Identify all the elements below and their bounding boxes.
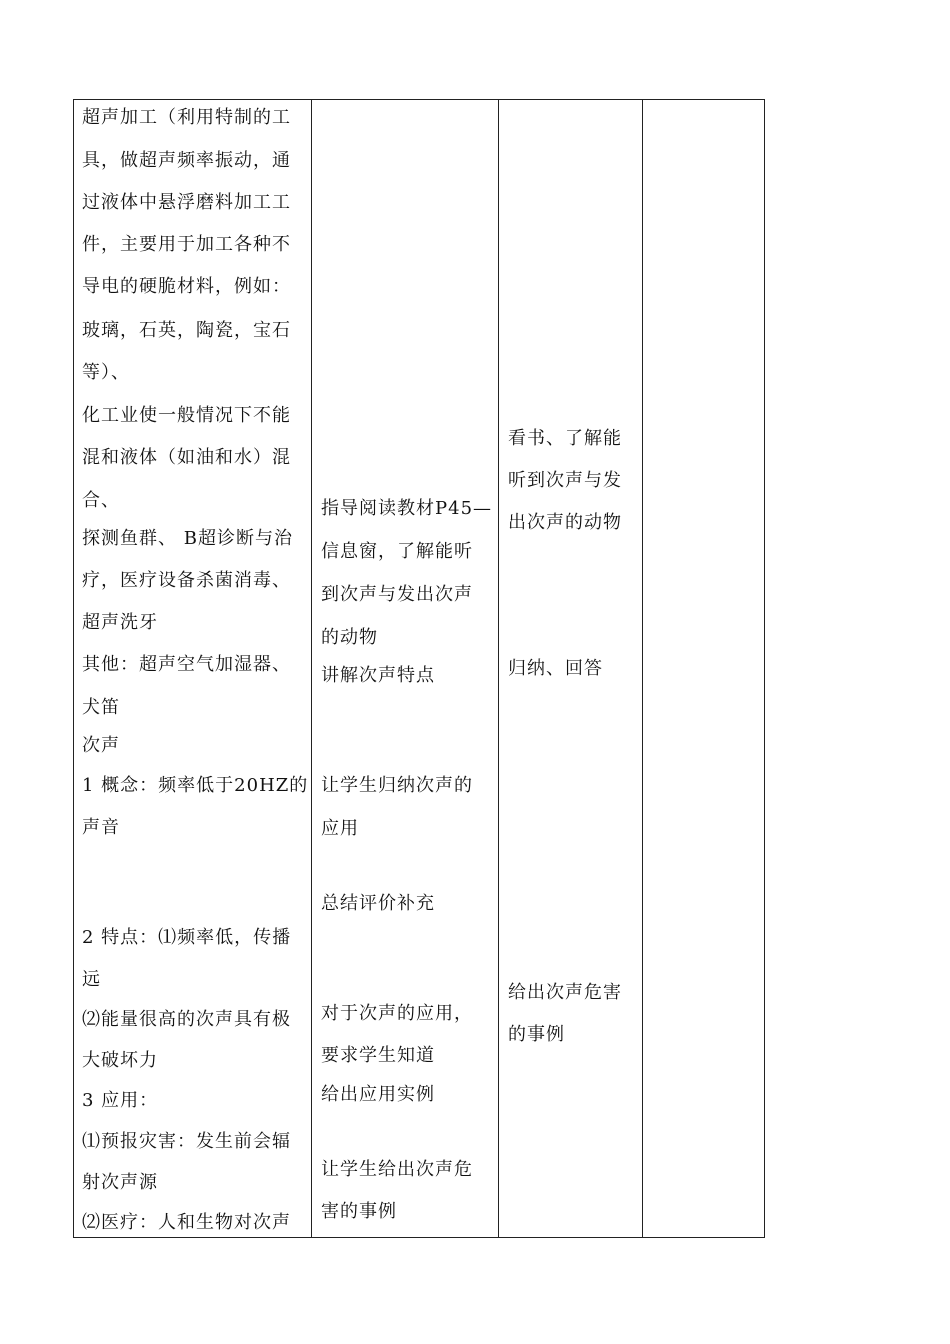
teacher-line: 到次声与发出次声 — [321, 584, 473, 605]
content-line: 超声加工（利用特制的工 — [82, 107, 291, 128]
content-line: 件，主要用于加工各种不 — [82, 234, 291, 255]
content-line: 2 特点：⑴频率低，传播 — [82, 927, 292, 948]
teacher-line: 对于次声的应用， — [321, 1003, 473, 1024]
content-line: 超声洗牙 — [82, 612, 158, 633]
student-line: 听到次声与发 — [508, 470, 622, 491]
content-line: 远 — [82, 969, 101, 990]
content-line: 探测鱼群、 B超诊断与治 — [82, 528, 293, 549]
content-line: 犬笛 — [82, 697, 120, 718]
content-line: 化工业使一般情况下不能 — [82, 405, 291, 426]
student-line: 归纳、回答 — [508, 658, 603, 679]
teacher-line: 的动物 — [321, 627, 378, 648]
teacher-line: 应用 — [321, 818, 359, 839]
content-line: 射次声源 — [82, 1172, 158, 1193]
teacher-line: 害的事例 — [321, 1201, 397, 1222]
content-line: ⑴预报灾害：发生前会辐 — [82, 1131, 291, 1152]
content-line: 混和液体（如油和水）混 — [82, 447, 291, 468]
teacher-line: 讲解次声特点 — [321, 665, 435, 686]
content-line: 大破坏力 — [82, 1050, 158, 1071]
content-line: 合、 — [82, 490, 120, 511]
student-line: 的事例 — [508, 1024, 565, 1045]
teacher-line: 给出应用实例 — [321, 1084, 435, 1105]
student-line: 出次声的动物 — [508, 512, 622, 533]
content-line: 次声 — [82, 735, 120, 756]
student-line: 给出次声危害 — [508, 982, 622, 1003]
content-line: 疗，医疗设备杀菌消毒、 — [82, 570, 291, 591]
content-line: 玻璃，石英，陶瓷，宝石 — [82, 320, 291, 341]
content-line: ⑵能量很高的次声具有极 — [82, 1009, 291, 1030]
teacher-line: 总结评价补充 — [321, 893, 435, 914]
content-line: 1 概念：频率低于20HZ的 — [82, 775, 309, 796]
content-line: 3 应用： — [82, 1090, 159, 1111]
column-divider — [498, 99, 499, 1238]
content-line: 其他：超声空气加湿器、 — [82, 654, 291, 675]
teacher-line: 让学生归纳次声的 — [321, 775, 473, 796]
content-line: ⑵医疗：人和生物对次声 — [82, 1212, 291, 1233]
teacher-line: 指导阅读教材P45— — [321, 498, 493, 519]
content-line: 声音 — [82, 817, 120, 838]
student-line: 看书、了解能 — [508, 428, 622, 449]
teacher-line: 信息窗，了解能听 — [321, 541, 473, 562]
content-line: 等）、 — [82, 362, 130, 383]
column-divider — [642, 99, 643, 1238]
content-line: 具，做超声频率振动，通 — [82, 150, 291, 171]
column-divider — [311, 99, 312, 1238]
teacher-line: 要求学生知道 — [321, 1045, 435, 1066]
teacher-line: 让学生给出次声危 — [321, 1159, 473, 1180]
content-line: 过液体中悬浮磨料加工工 — [82, 192, 291, 213]
content-line: 导电的硬脆材料，例如： — [82, 276, 291, 297]
